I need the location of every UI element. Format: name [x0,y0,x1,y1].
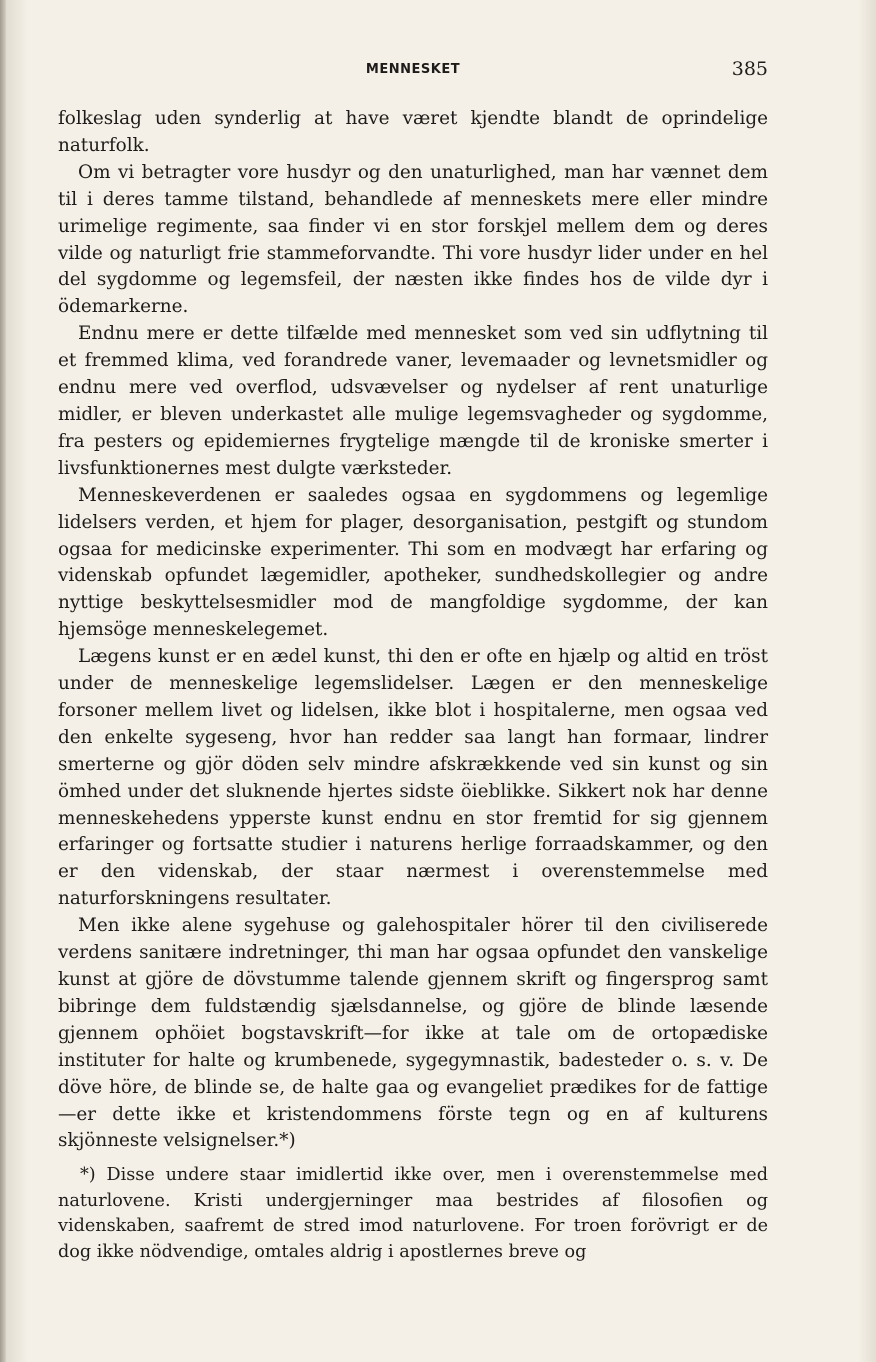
footnote [58,1163,768,1265]
footnote-text: *) Disse undere staar imidlertid ikke over, men i overenstemmelse med naturlovene. Kristi undergjerninger maa bestrides af filosofien og videnskaben, saafremt de stred imod naturlovene. For troen forövrigt er de dog ikke nödvendige, omtales aldrig i apostlernes breve og [58,1165,768,1262]
paragraph-menneskeverdenen: Menneskeverdenen er saaledes ogsaa en sygdommens og legemlige lidelsers verden, et hjem for plager, desorganisation, pestgift og stundom ogsaa for medicinske experimenter. Thi som en modvægt har erfaring og videnskab opfundet lægemidler, apotheker, sundhedskollegier og andre nyttige beskyttelsesmidler mod de mangfoldige sygdomme, der kan hjemsöge menneskelegemet. [58,484,768,641]
running-head-title: MENNESKET [365,62,461,77]
paragraph-sanitaere-indretninger: Men ikke alene sygehuse og galehospitaler hörer til den civiliserede verdens sanitære indretninger, thi man har ogsaa opfundet den vanskelige kunst at gjöre de dövstumme talende gjennem skrift og fingersprog samt bibringe dem fuldstændig sjælsdannelse, og gjöre de blinde læsende gjennem ophöiet bogstavskrift—for ikke at tale om de ortopædiske instituter for halte og krumbenede, sygegymnastik, badesteder o. s. v. De döve höre, de blinde se, de halte gaa og evangeliet prædikes for de fattige—er dette ikke et kristendommens förste tegn og en af kulturens skjönneste velsignelser.*) [58,915,768,1152]
paragraph-husdyr: Om vi betragter vore husdyr og den unaturlighed, man har vænnet dem til i deres tamme tilstand, behandlede af menneskets mere eller mindre urimelige regimente, saa finder vi en stor forskjel mellem dem og deres vilde og naturligt frie stammeforvandte. Thi vore husdyr lider under en hel del sygdomme og legemsfeil, der næsten ikke findes hos de vilde dyr i ödemarkerne. [58,161,768,318]
paragraph-continuation: folkeslag uden synderlig at have været kjendte blandt de oprindelige naturfolk. [58,108,768,156]
paragraph-mennesket: Endnu mere er dette tilfælde med mennesket som ved sin udflytning til et fremmed klima, ved forandrede vaner, levemaader og levnetsmidler og endnu mere ved overflod, udsvævelser og nydelser af rent unaturlige midler, er bleven underkastet alle mulige legemsvagheder og sygdomme, fra pesters og epidemiernes frygtelige mængde til de kroniske smerter i livsfunktionernes mest dulgte værksteder. [58,323,768,479]
page-number: 385 [731,58,768,80]
binding-edge [0,0,6,1362]
paragraph-laegens-kunst: Lægens kunst er en ædel kunst, thi den er ofte en hjælp og altid en tröst under de menneskelige legemslidelser. Lægen er den menneskelige forsoner mellem livet og lidelsen, ikke blot i hospitalerne, men ogsaa ved den enkelte sygeseng, hvor han redder saa langt han formaar, lindrer smerterne og gjör döden selv mindre afskrækkende ved sin kunst og sin ömhed under det sluknende hjertes sidste öieblikke. Sikkert nok har denne menneskehedens ypperste kunst endnu en stor fremtid for sig gjennem erfaringer og fortsatte studier i naturens herlige forraadskammer, og den er den videnskab, der staar nærmest i overenstemmelse med naturforskningens resultater. [58,646,768,910]
body-text [58,106,768,1155]
running-head [58,58,768,84]
